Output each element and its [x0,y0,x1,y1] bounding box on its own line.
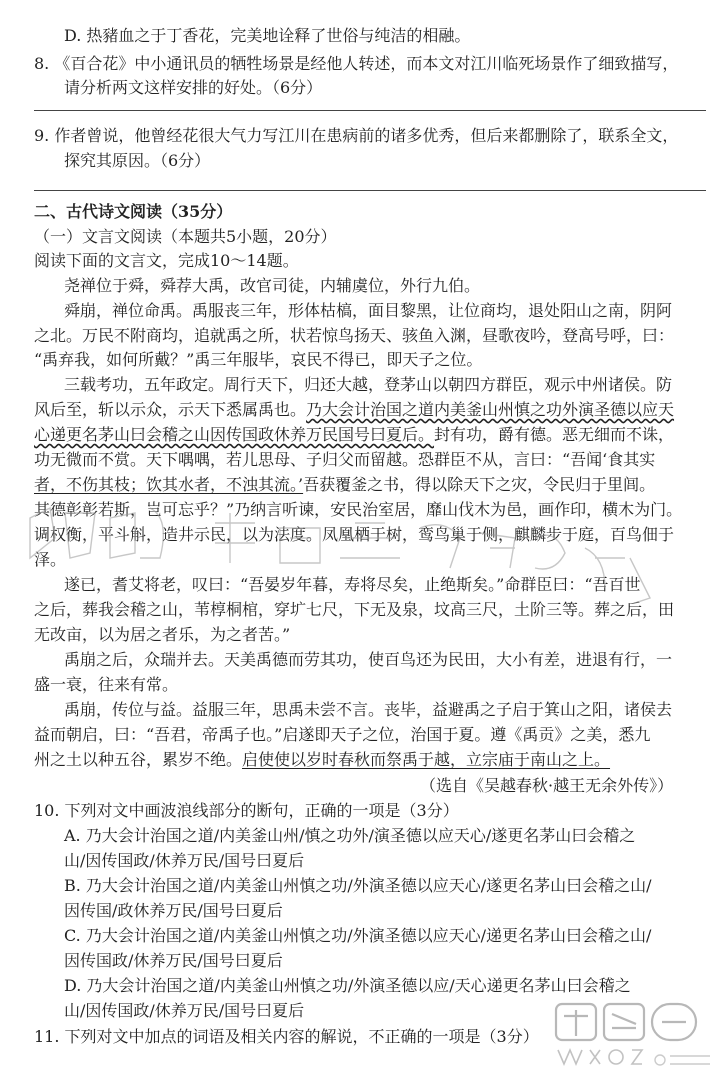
passage-line: 调权衡，平斗斛，造井示民，以为法度。凤凰栖于树，鸾鸟巢于侧，麒麟步于庭，百鸟佃于 [34,525,675,544]
passage-line [34,750,610,770]
option-d-line-2: 山/因传国政/休养万民/国号曰夏后 [64,1001,305,1020]
passage-text: 吾获覆釜之书，得以除天下之灾，令民归于里闾。 [303,475,656,494]
source-citation: （选自《吴越春秋·越王无余外传》） [420,776,674,795]
passage-line: “禹弃我，如何所戴？”禹三年服毕，哀民不得已，即天子之位。 [34,350,483,369]
option-c-line-1: C. 乃大会计治国之道/内美釜山州慎之功/外演圣德以应天心/递更名茅山曰会稽之山/ [64,926,652,945]
passage-line [34,400,674,420]
passage-line: 之后，葬我会稽之山，苇椁桐棺，穿圹七尺，下无及泉，坟高三尺，土阶三等。葬之后，田 [34,600,675,619]
passage-line: 尧禅位于舜，舜荐大禹，改官司徒，内辅虞位，外行九伯。 [64,276,481,295]
passage-line: 无改亩，以为居之者乐，为之者苦。” [34,625,291,644]
passage-text: 州之土以种五谷，累岁不绝。 [34,750,243,769]
passage-line: 舜崩，禅位命禹。禹服丧三年，形体枯槁，面目黎黑，让位商均，退处阳山之南，阴阿 [64,301,673,320]
wavy-underlined-text: 心递更名茅山曰会稽之山因传国政休养万民国号曰夏后。 [34,425,435,444]
option-a-line-1: A. 乃大会计治国之道/内美釜山州/慎之功外/演圣德以应天心/遂更名茅山曰会稽之 [64,826,636,845]
option-d-line: D. 热豬血之于丁香花，完美地诠释了世俗与纯洁的相融。 [64,26,471,45]
answer-rule-8 [34,110,706,111]
underlined-text: 者，不伤其枝；饮其水者，不浊其流。’ [34,475,304,494]
passage-text: 封有功，爵有德。恶无细而不诛， [434,425,675,444]
answer-rule-9 [34,190,706,191]
passage-line: 禹崩之后，众瑞并去。天美禹德而劳其功，使百鸟还为民田，大小有差，进退有行，一 [64,650,673,669]
question-8-line-2: 请分析两文这样安排的好处。（6分） [64,78,323,97]
question-9-line-2: 探究其原因。（6分） [64,151,211,170]
passage-line: 盛一衰，往来有常。 [34,675,179,694]
passage-line: 益而朝启，曰：“吾君，帝禹子也。”启遂即天子之位，治国于夏。遵《禹贡》之美，悉九 [34,725,651,744]
option-a-line-2: 山/因传国政/休养万民/国号曰夏后 [64,851,305,870]
option-d-line-1: D. 乃大会计治国之道/内美釜山州慎之功/外演圣德以应/天心递更名茅山曰会稽之 [64,976,631,995]
underlined-text: 启使使以岁时春秋而祭禹于越，立宗庙于南山之上。 [242,750,611,769]
subsection-heading: （一）文言文阅读（本题共5小题，20分） [34,227,337,246]
reading-instruction: 阅读下面的文言文，完成10～14题。 [34,251,299,270]
passage-line [34,475,655,495]
passage-line: 遂已，耆艾将老，叹曰：“吾晏岁年暮，寿将尽矣，止绝斯矣。”命群臣曰：“吾百世 [64,575,641,594]
passage-line: 其德彰彰若斯，岂可忘乎？”乃纳言听谏，安民治室居，靡山伐木为邑，画作印，横木为门。 [34,500,683,519]
option-b-line-1: B. 乃大会计治国之道/内美釜山州慎之功/外演圣德以应天心/遂更名茅山曰会稽之山/ [64,876,652,895]
question-10-stem: 10. 下列对文中画波浪线部分的断句，正确的一项是（3分） [34,801,459,820]
corner-logo-image [548,998,718,1074]
question-11-stem: 11. 下列对文中加点的词语及相关内容的解说，不正确的一项是（3分） [34,1027,539,1046]
wavy-underlined-text: 乃大会计治国之道内美釜山州慎之功外演圣德以应天 [306,400,675,419]
passage-line: 功无微而不赏。天下喁喁，若儿思母、子归父而留越。恐群臣不从，言曰：“吾闻‘食其实 [34,450,656,469]
passage-line: 泽。 [34,550,67,569]
passage-text: 风后至，斩以示众，示天下悉属禹也。 [34,400,307,419]
passage-line: 之北。万民不附商均，追就禹之所，状若惊鸟扬天、骇鱼入渊，昼歌夜吟，登高号呼，曰： [34,326,675,345]
section-2-heading: 二、古代诗文阅读（35分） [34,202,233,221]
passage-line: 三载考功，五年政定。周行天下，归还大越，登茅山以朝四方群臣，观示中州诸侯。防 [64,375,673,394]
question-8-line-1: 8. 《百合花》中小通讯员的牺牲场景是经他人转述，而本文对江川临死场景作了细致描写， [34,54,679,73]
option-b-line-2: 因传国/政休养万民/国号曰夏后 [64,901,283,920]
option-c-line-2: 因传国政/休养万民/国号曰夏后 [64,951,283,970]
passage-line: 禹崩，传位与益。益服三年，思禹未尝不言。丧毕，益避禹之子启于箕山之阳，诸侯去 [64,700,673,719]
question-9-line-1: 9. 作者曾说，他曾经花很大气力写江川在患病前的诸多优秀，但后来都删除了，联系全文， [34,126,679,145]
passage-line [34,425,674,445]
